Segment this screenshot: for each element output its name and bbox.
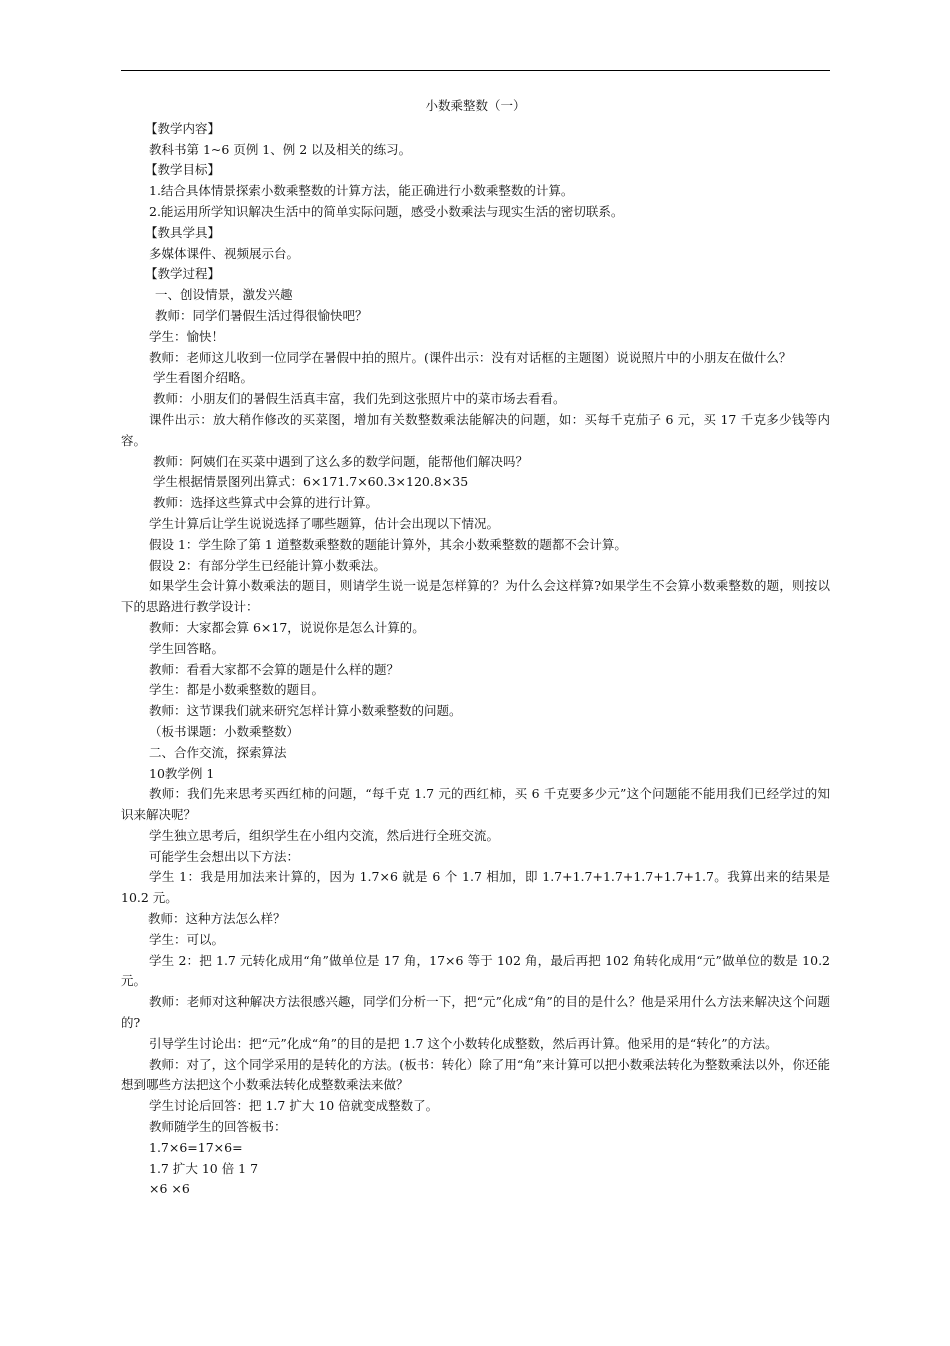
paragraph: 1.7×6=17×6= [149, 1139, 243, 1155]
paragraph: 教师：同学们暑假生活过得很愉快吧？ [155, 307, 368, 323]
document-body [121, 96, 830, 1200]
paragraph: 教师：选择这些算式中会算的进行计算。 [153, 495, 379, 511]
paragraph: 1.结合具体情景探索小数乘整数的计算方法，能正确进行小数乘整数的计算。 [149, 183, 574, 199]
paragraph: 10教学例 1 [149, 765, 215, 781]
paragraph-list [121, 119, 830, 1200]
paragraph: 学生独立思考后，组织学生在小组内交流，然后进行全班交流。 [149, 827, 500, 843]
section-heading: 【教学内容】 [145, 120, 221, 136]
paragraph: 学生计算后让学生说说选择了哪些题算，估计会出现以下情况。 [149, 515, 500, 531]
paragraph: 教科书第 1~6 页例 1、例 2 以及相关的练习。 [149, 141, 412, 157]
paragraph: 学生讨论后回答：把 1.7 扩大 10 倍就变成整数了。 [149, 1098, 439, 1114]
paragraph: 教师：大家都会算 6×17，说说你是怎么计算的。 [149, 619, 425, 635]
paragraph: 教师：老师这儿收到一位同学在暑假中拍的照片。(课件出示：没有对话框的主题图）说说照片中的小朋友在做什么？ [149, 349, 792, 365]
paragraph: 假设 1：学生除了第 1 道整数乘整数的题能计算外，其余小数乘整数的题都不会计算。 [149, 536, 627, 552]
paragraph: 假设 2：有部分学生已经能计算小数乘法。 [149, 557, 386, 573]
paragraph: 2.能运用所学知识解决生活中的简单实际问题，感受小数乘法与现实生活的密切联系。 [149, 203, 624, 219]
paragraph: 教师：看看大家都不会算的题是什么样的题？ [149, 661, 400, 677]
paragraph: 学生：愉快！ [149, 328, 225, 344]
paragraph: （板书课题：小数乘整数） [149, 723, 300, 739]
header-rule [121, 70, 830, 71]
paragraph: ×6 ×6 [149, 1181, 190, 1197]
paragraph: 教师：我们先来思考买西红柿的问题，“每千克 1.7 元的西红柿，买 6 千克要多少元”这个问题能不能用我们已经学过的知识来解决呢？ [121, 786, 830, 823]
paragraph: 学生：可以。 [149, 931, 225, 947]
paragraph: 教师：小朋友们的暑假生活真丰富，我们先到这张照片中的菜市场去看看。 [153, 391, 566, 407]
paragraph: 可能学生会想出以下方法： [149, 848, 300, 864]
paragraph: 教师：这种方法怎么样？ [148, 911, 286, 927]
paragraph: 二、合作交流，探索算法 [149, 744, 287, 760]
paragraph: 学生 1：我是用加法来计算的，因为 1.7×6 就是 6 个 1.7 相加，即 1.7+1.7+1.7+1.7+1.7+1.7。我算出来的结果是 10.2 元。 [121, 869, 830, 906]
paragraph: 教师：这节课我们就来研究怎样计算小数乘整数的问题。 [149, 703, 462, 719]
paragraph: 教师随学生的回答板书： [149, 1119, 287, 1135]
paragraph: 教师：对了，这个同学采用的是转化的方法。(板书：转化）除了用“角”来计算可以把小数乘法转化为整数乘法以外，你还能想到哪些方法把这个小数乘法转化成整数乘法来做？ [121, 1056, 830, 1093]
paragraph: 教师：老师对这种解决方法很感兴趣，同学们分析一下，把“元”化成“角”的目的是什么？他是采用什么方法来解决这个问题的? [121, 994, 830, 1031]
paragraph: 一、创设情景，激发兴趣 [155, 287, 293, 303]
paragraph: 学生 2：把 1.7 元转化成用“角”做单位是 17 角，17×6 等于 102 角，最后再把 102 角转化成用“元”做单位的数是 10.2 元。 [121, 952, 830, 989]
paragraph: 引导学生讨论出：把“元”化成“角”的目的是把 1.7 这个小数转化成整数，然后再计算。他采用的是“转化”的方法。 [149, 1035, 778, 1051]
paragraph: 课件出示：放大稍作修改的买菜图，增加有关数整数乘法能解决的问题，如：买每千克茄子 6 元，买 17 千克多少钱等内容。 [121, 411, 830, 448]
paragraph: 学生：都是小数乘整数的题目。 [149, 682, 325, 698]
section-heading: 【教具学具】 [145, 224, 221, 240]
paragraph: 学生回答略。 [149, 640, 225, 656]
paragraph: 学生看图介绍略。 [153, 370, 254, 386]
paragraph: 多媒体课件、视频展示台。 [149, 245, 300, 261]
document-title: 小数乘整数（一） [425, 98, 526, 113]
paragraph: 1.7 扩大 10 倍 1 7 [149, 1160, 259, 1176]
paragraph: 学生根据情景图列出算式：6×171.7×60.3×120.8×35 [153, 474, 469, 490]
section-heading: 【教学过程】 [145, 266, 221, 282]
paragraph: 教师：阿姨们在买菜中遇到了这么多的数学问题，能帮他们解决吗？ [153, 453, 529, 469]
paragraph: 如果学生会计算小数乘法的题目，则请学生说一说是怎样算的？为什么会这样算?如果学生不会算小数乘整数的题，则按以下的思路进行教学设计： [121, 578, 830, 615]
section-heading: 【教学目标】 [145, 162, 221, 178]
